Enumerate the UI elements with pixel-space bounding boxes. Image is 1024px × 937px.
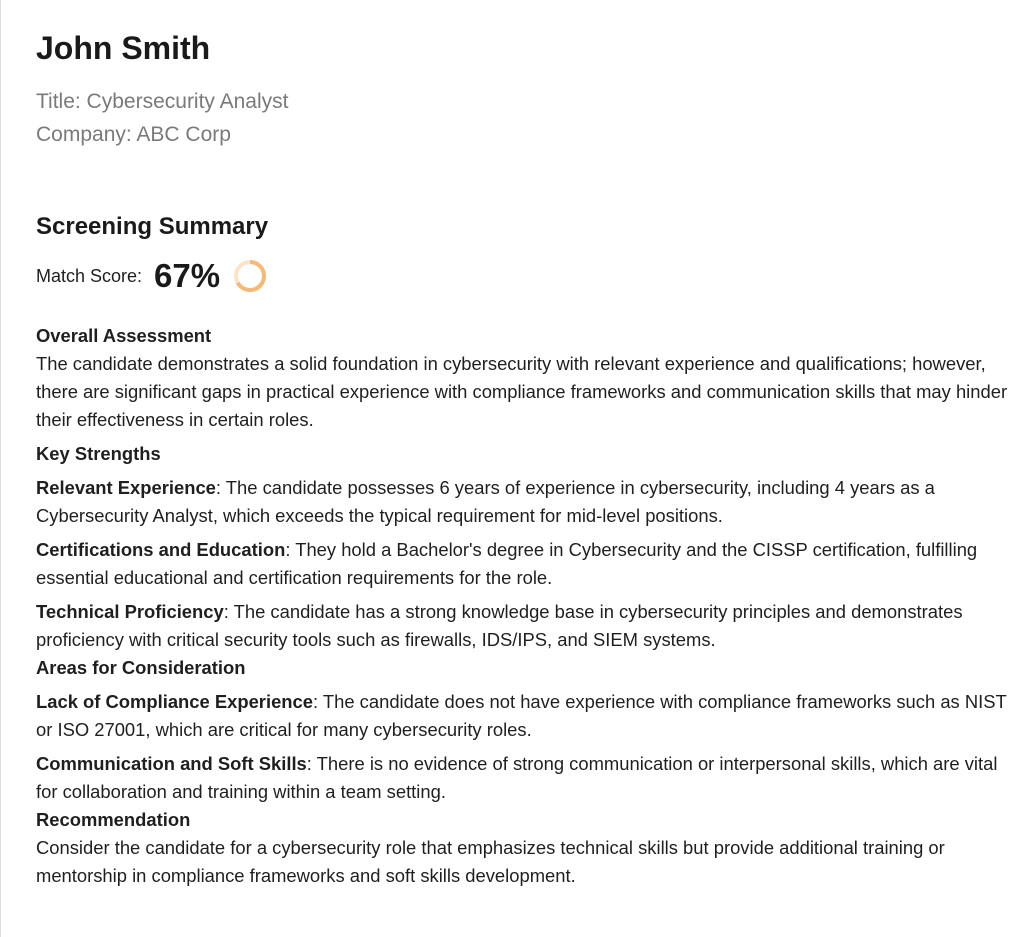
- consideration-text: : The candidate does not have experience with compliance frameworks such as NIST or ISO 27001, which are critical for many cybersecurity roles.: [36, 691, 1007, 740]
- candidate-title: Title: Cybersecurity Analyst: [36, 90, 289, 113]
- strength-term: Relevant Experience: [36, 477, 216, 498]
- assessment-body: [36, 322, 1021, 890]
- consideration-term: Lack of Compliance Experience: [36, 691, 313, 712]
- recommendation-heading: Recommendation: [36, 809, 191, 830]
- key-strengths-heading: Key Strengths: [36, 443, 161, 464]
- strength-text: : They hold a Bachelor's degree in Cybersecurity and the CISSP certification, fulfilling essential educational and certification requirements for the role.: [36, 539, 978, 588]
- match-score-ring-icon: [232, 258, 268, 294]
- consideration-item: [36, 688, 1021, 744]
- strength-item: [36, 536, 1021, 592]
- consideration-term: Communication and Soft Skills: [36, 753, 307, 774]
- match-score-row: [36, 256, 268, 296]
- overall-assessment-heading: Overall Assessment: [36, 325, 212, 346]
- recommendation-text: Consider the candidate for a cybersecurity role that emphasizes technical skills but provide additional training or mentorship in compliance frameworks and soft skills development.: [36, 837, 945, 886]
- consideration-text: : There is no evidence of strong communication or interpersonal skills, which are vital for collaboration and training within a team setting.: [36, 753, 998, 802]
- strength-text: : The candidate has a strong knowledge base in cybersecurity principles and demonstrates proficiency with critical security tools such as firewalls, IDS/IPS, and SIEM systems.: [36, 601, 963, 650]
- strength-term: Technical Proficiency: [36, 601, 224, 622]
- candidate-name: John Smith: [36, 30, 211, 66]
- areas-for-consideration-heading: Areas for Consideration: [36, 657, 246, 678]
- match-score-label: Match Score:: [36, 265, 143, 286]
- key-strengths-list: [36, 474, 1021, 654]
- strength-item: [36, 474, 1021, 530]
- strength-term: Certifications and Education: [36, 539, 286, 560]
- match-score-value: 67%: [154, 257, 221, 294]
- overall-assessment-text: The candidate demonstrates a solid foundation in cybersecurity with relevant experience and qualifications; however, there are significant gaps in practical experience with compliance frameworks and communication skills that may hinder their effectiveness in certain roles.: [36, 353, 1008, 430]
- strength-item: [36, 598, 1021, 654]
- strength-text: : The candidate possesses 6 years of experience in cybersecurity, including 4 years as a Cybersecurity Analyst, which exceeds the typical requirement for mid-level positions.: [36, 477, 935, 526]
- consideration-item: [36, 750, 1021, 806]
- considerations-list: [36, 688, 1021, 806]
- candidate-company: Company: ABC Corp: [36, 123, 231, 146]
- screening-summary-heading: Screening Summary: [36, 213, 269, 240]
